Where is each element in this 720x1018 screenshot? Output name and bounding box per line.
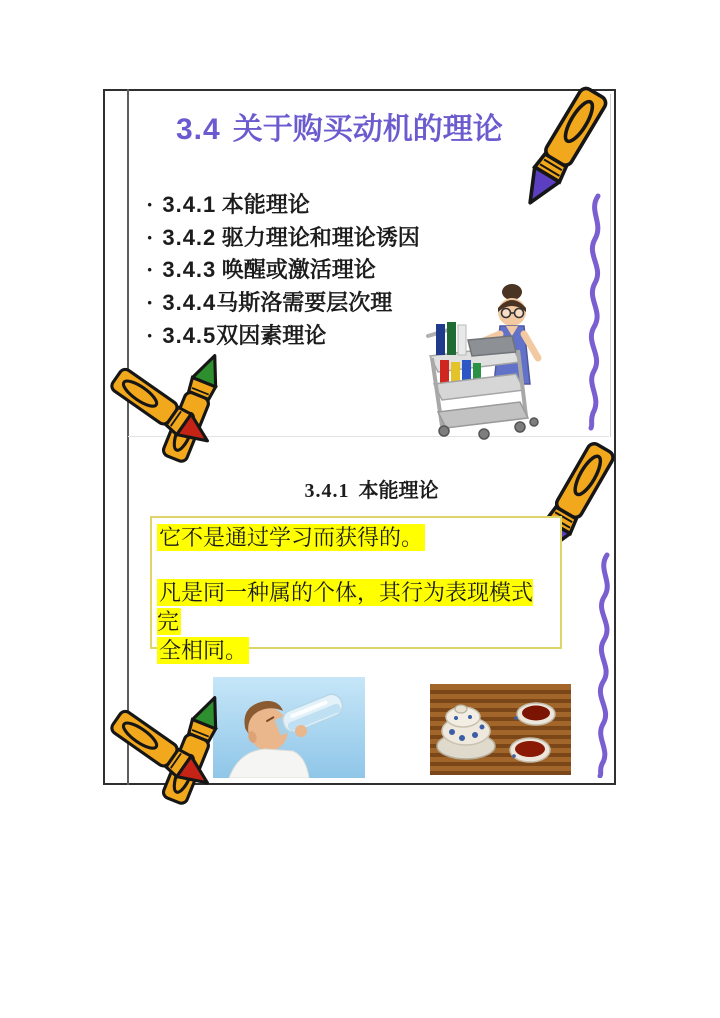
librarian-book-cart-clipart	[420, 280, 556, 440]
item-number: 3.4.4	[162, 290, 217, 316]
item-text: 马斯洛需要层次理	[216, 290, 393, 316]
crossed-crayons-clipart	[130, 360, 260, 454]
bullet-dot: ·	[146, 224, 154, 250]
item-text: 本能理论	[216, 192, 310, 217]
item-text: 双因素理论	[216, 322, 327, 348]
slide1-title-number: 3.4	[176, 113, 221, 146]
highlighted-text: 凡是同一种属的个体，其行为表现模式完	[157, 580, 534, 634]
slide2-title-number: 3.4.1	[304, 480, 350, 502]
highlighted-text: 全相同。	[159, 638, 248, 663]
slide2-title	[127, 474, 616, 503]
slide1-title-text: 关于购买动机的理论	[232, 113, 503, 146]
bullet-dot: ·	[146, 257, 154, 283]
slide2-title-text: 本能理论	[358, 480, 439, 502]
bullet-dot: ·	[146, 290, 154, 316]
textbox-line-2	[157, 578, 555, 665]
instinct-theory-textbox	[150, 516, 562, 663]
item-number: 3.4.3	[162, 257, 217, 283]
margin-divider-line	[127, 89, 129, 785]
squiggle-line-icon	[590, 552, 618, 778]
textbox-line-1	[157, 523, 555, 552]
item-number: 3.4.5	[162, 322, 217, 348]
bullet-dot: ·	[146, 192, 154, 217]
tea-set-photo	[430, 684, 571, 775]
item-text: 驱力理论和理论诱因	[216, 224, 420, 250]
item-number: 3.4.2	[162, 224, 217, 250]
slide1-right-edge-line	[610, 94, 611, 437]
highlighted-text: 它不是通过学习而获得的。	[159, 525, 424, 550]
item-text: 唤醒或激活理论	[216, 257, 376, 283]
squiggle-line-icon	[582, 193, 608, 431]
item-number: 3.4.1	[162, 192, 217, 217]
slide1-title	[176, 104, 503, 148]
bullet-dot: ·	[146, 322, 154, 348]
list-item	[146, 222, 606, 255]
crossed-crayons-clipart	[130, 700, 260, 800]
